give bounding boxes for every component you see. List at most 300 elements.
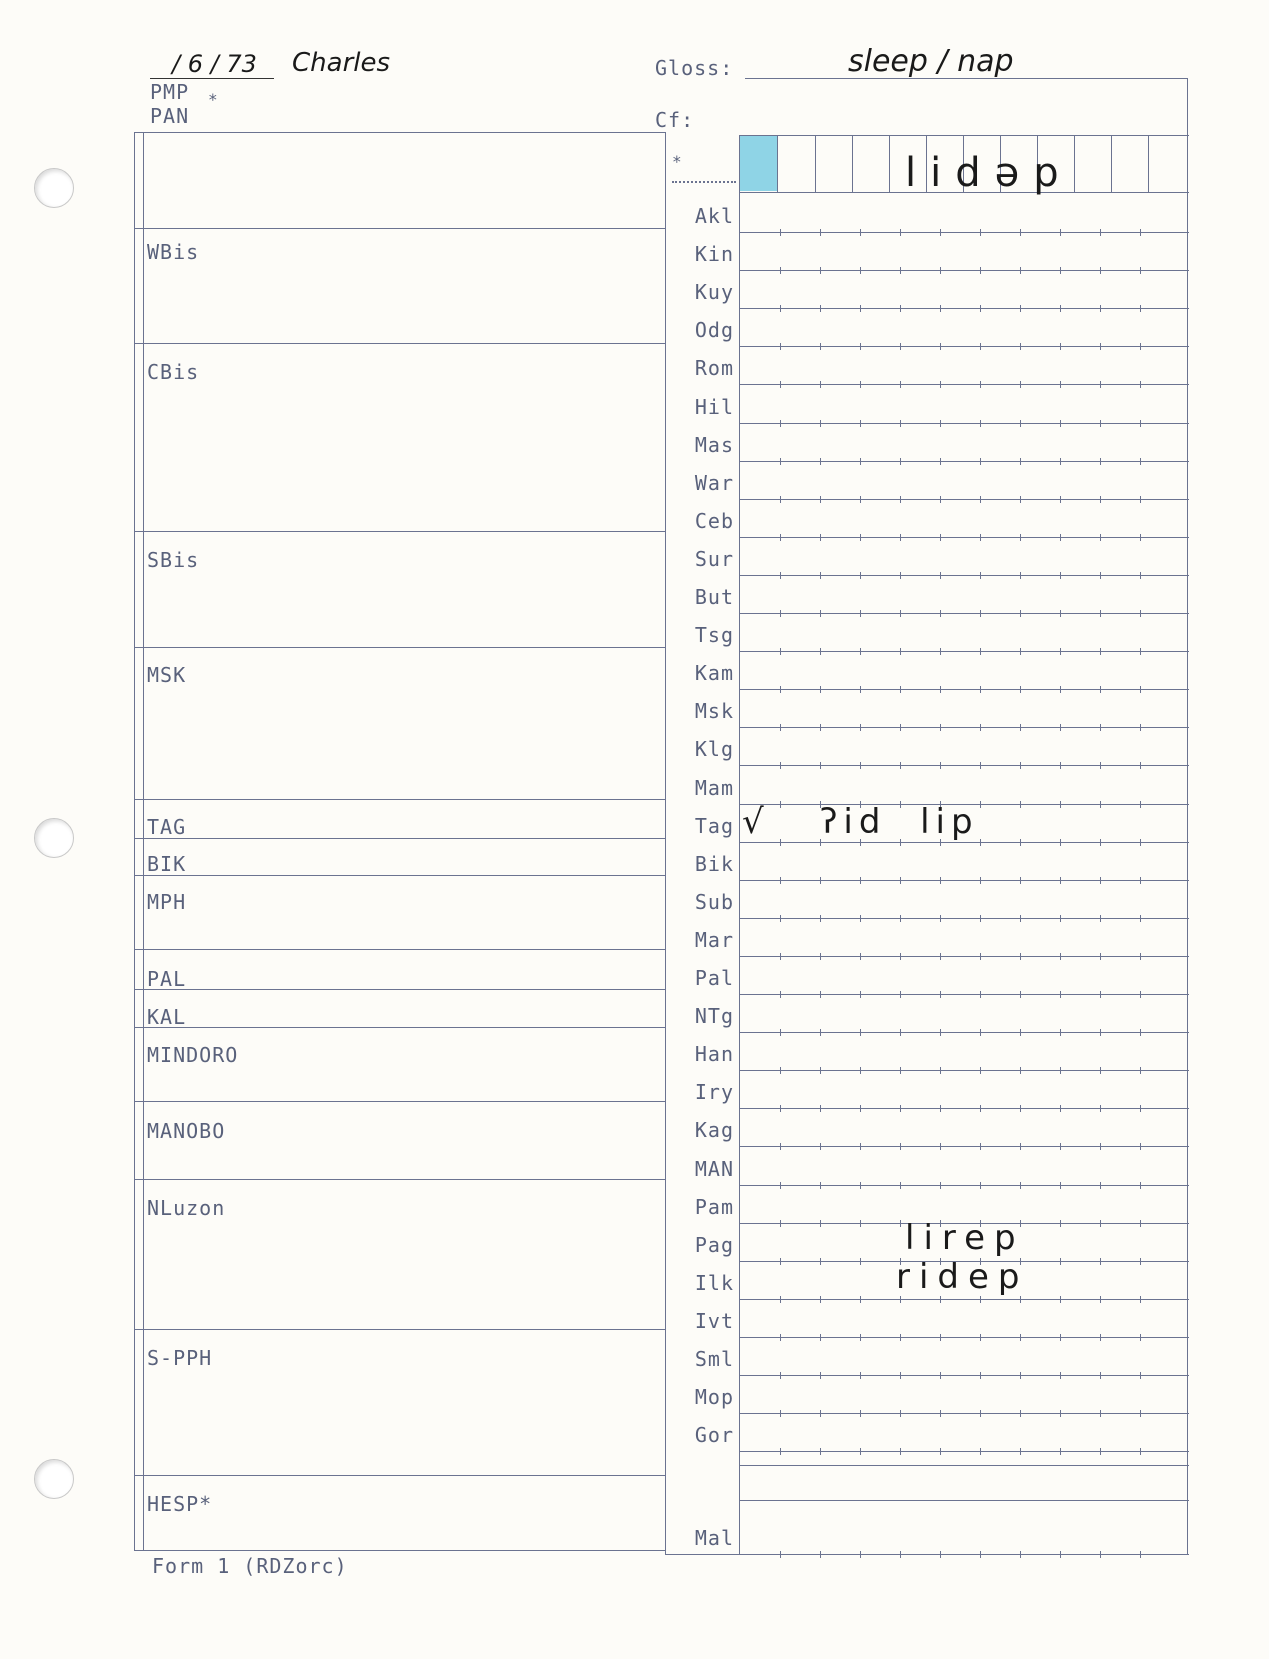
punch-hole: [34, 818, 74, 858]
entry-line: [739, 232, 1189, 233]
frame-top: [134, 132, 665, 133]
entry-tick: [1100, 1258, 1101, 1265]
entry-tick: [860, 381, 861, 388]
entry-tick: [900, 877, 901, 884]
entry-tick: [980, 267, 981, 274]
entry-tick: [1100, 801, 1101, 808]
star-underline: [672, 181, 736, 183]
entry-tick: [940, 762, 941, 769]
entry-tick: [980, 724, 981, 731]
entry-line: [739, 613, 1189, 614]
entry-tick: [780, 572, 781, 579]
entry-line: [739, 651, 1189, 652]
entry-tick: [860, 877, 861, 884]
entry-tick: [1060, 1551, 1061, 1558]
entry-tick: [900, 1372, 901, 1379]
entry-tick: [1100, 953, 1101, 960]
entry-tick: [860, 1410, 861, 1417]
entry-tick: [1060, 1410, 1061, 1417]
entry-tick: [900, 343, 901, 350]
entry-tick: [780, 1029, 781, 1036]
entry-tick: [860, 1029, 861, 1036]
language-label: Iry: [694, 1080, 734, 1105]
entry-tick: [1060, 648, 1061, 655]
entry-tick: [820, 1067, 821, 1074]
entry-tick: [860, 610, 861, 617]
entry-tick: [1060, 839, 1061, 846]
entry-tick: [1100, 1067, 1101, 1074]
entry-line: [739, 384, 1189, 385]
entry-tick: [1060, 1372, 1061, 1379]
entry-line: [739, 1337, 1189, 1338]
frame-bottom: [134, 1550, 665, 1551]
entry-tick: [1020, 1372, 1021, 1379]
language-label: Sur: [694, 546, 734, 571]
entry-tick: [900, 496, 901, 503]
gloss-label: Gloss:: [655, 56, 734, 80]
entry-tick: [1060, 1143, 1061, 1150]
entry-tick: [1100, 1220, 1101, 1227]
entry-tick: [860, 991, 861, 998]
entry-tick: [780, 724, 781, 731]
entry-tick: [1020, 1029, 1021, 1036]
entry-tick: [940, 915, 941, 922]
entry-tick: [1020, 1551, 1021, 1558]
entry-line: [739, 1500, 1189, 1501]
entry-tick: [980, 381, 981, 388]
section-divider: [134, 1329, 665, 1330]
entry-tick: [940, 953, 941, 960]
entry-tick: [820, 229, 821, 236]
entry-line: [739, 1413, 1189, 1414]
entry-line: [739, 308, 1189, 309]
entry-tick: [900, 1448, 901, 1455]
entry-tick: [860, 458, 861, 465]
language-label: Mam: [694, 775, 734, 800]
language-label: Sml: [694, 1347, 734, 1371]
entry-tick: [940, 1143, 941, 1150]
entry-tick: [980, 1551, 981, 1558]
section-divider: [134, 989, 665, 990]
entry-tick: [1060, 1258, 1061, 1265]
language-label: MAN: [694, 1156, 734, 1181]
entry-line: [739, 346, 1189, 347]
entry-tick: [1140, 534, 1141, 541]
entry-line: [739, 918, 1189, 919]
section-label-manobo: MANOBO: [147, 1119, 226, 1143]
entry-tick: [940, 420, 941, 427]
frame-lang-col-right: [739, 135, 740, 1555]
entry-tick: [900, 991, 901, 998]
entry-tick: [940, 1029, 941, 1036]
language-label: Rom: [694, 356, 734, 381]
entry-tick: [1100, 610, 1101, 617]
section-divider: [134, 647, 665, 648]
cf-label: Cf:: [655, 108, 695, 132]
entry-line: [739, 423, 1189, 424]
entry-tick: [980, 1448, 981, 1455]
entry-tick: [1140, 1372, 1141, 1379]
entry-tick: [980, 1029, 981, 1036]
entry-tick: [780, 496, 781, 503]
entry-line: [739, 956, 1189, 957]
language-label: Tsg: [694, 623, 734, 648]
entry-tick: [1140, 877, 1141, 884]
entry-tick: [780, 381, 781, 388]
entry-tick: [780, 420, 781, 427]
entry-tick: [860, 1143, 861, 1150]
entry-tick: [900, 1410, 901, 1417]
entry-tick: [780, 648, 781, 655]
entry-tick: [1060, 762, 1061, 769]
language-label: Kuy: [694, 280, 734, 305]
language-label: Han: [694, 1042, 734, 1067]
section-divider: [134, 838, 665, 839]
entry-line: [739, 270, 1189, 271]
section-divider: [134, 1027, 665, 1028]
cell-divider: [1148, 136, 1149, 192]
entry-tick: [1020, 458, 1021, 465]
section-divider: [134, 1475, 665, 1476]
entry-tick: [1020, 1410, 1021, 1417]
entry-tick: [820, 572, 821, 579]
entry-tick: [820, 877, 821, 884]
entry-tick: [1060, 496, 1061, 503]
entry-tick: [860, 534, 861, 541]
entry-tick: [1140, 1551, 1141, 1558]
entry-tick: [780, 877, 781, 884]
entry-tick: [1020, 686, 1021, 693]
section-label-bik: BIK: [147, 852, 187, 876]
language-label: Akl: [694, 204, 734, 228]
entry-line: [739, 1032, 1189, 1033]
entry-tick: [1140, 1105, 1141, 1112]
entry-tick: [1140, 381, 1141, 388]
entry-tick: [820, 343, 821, 350]
entry-tick: [820, 953, 821, 960]
entry-tick: [980, 1410, 981, 1417]
entry-tick: [980, 496, 981, 503]
pan-label: PAN: [150, 104, 190, 128]
entry-tick: [1020, 724, 1021, 731]
entry-tick: [1140, 991, 1141, 998]
entry-tick: [820, 724, 821, 731]
entry-tick: [820, 458, 821, 465]
entry-tick: [980, 1105, 981, 1112]
entry-tick: [1020, 991, 1021, 998]
section-divider: [134, 875, 665, 876]
entry-tick: [980, 1372, 981, 1379]
language-label: Mop: [694, 1385, 734, 1410]
entry-tick: [860, 1551, 861, 1558]
entry-tick: [1140, 1410, 1141, 1417]
entry-tick: [940, 610, 941, 617]
frame-left-outer: [134, 132, 135, 1550]
entry-tick: [980, 877, 981, 884]
entry-line: [739, 1108, 1189, 1109]
entry-tick: [1060, 1029, 1061, 1036]
entry-tick: [1140, 343, 1141, 350]
entry-tick: [1020, 877, 1021, 884]
entry-tick: [1140, 305, 1141, 312]
entry-tick: [1140, 1029, 1141, 1036]
entry-tick: [900, 1182, 901, 1189]
language-label: Odg: [694, 318, 734, 343]
entry-tick: [780, 534, 781, 541]
entry-tick: [1020, 915, 1021, 922]
entry-tick: [1060, 305, 1061, 312]
entry-line: [739, 994, 1189, 995]
entry-tick: [1140, 648, 1141, 655]
entry-line: [739, 1465, 1189, 1466]
entry-tick: [820, 1258, 821, 1265]
entry-tick: [820, 648, 821, 655]
highlight-cell: [740, 136, 777, 191]
entry-tick: [1020, 1067, 1021, 1074]
entry-tick: [980, 420, 981, 427]
entry-tick: [980, 762, 981, 769]
section-label-nluzon: NLuzon: [147, 1196, 226, 1220]
entry-tick: [1100, 572, 1101, 579]
entry-tick: [860, 305, 861, 312]
entry-tick: [980, 610, 981, 617]
entry-tick: [1020, 1105, 1021, 1112]
entry-tick: [1060, 267, 1061, 274]
entry-tick: [820, 1105, 821, 1112]
entry-tick: [860, 648, 861, 655]
entry-tick: [780, 343, 781, 350]
entry-line: [739, 1070, 1189, 1071]
entry-tick: [1100, 458, 1101, 465]
entry-tick: [1060, 953, 1061, 960]
entry-tick: [780, 305, 781, 312]
entry-tick: [820, 1410, 821, 1417]
entry-tick: [940, 1551, 941, 1558]
entry-tick: [1100, 1182, 1101, 1189]
entry-tick: [780, 229, 781, 236]
entry-tick: [900, 534, 901, 541]
entry-tick: [940, 877, 941, 884]
entry-tick: [1060, 610, 1061, 617]
entry-tick: [1100, 991, 1101, 998]
entry-tick: [1140, 801, 1141, 808]
entry-tick: [1060, 915, 1061, 922]
entry-tick: [820, 686, 821, 693]
entry-tick: [1020, 1143, 1021, 1150]
entry-tick: [860, 343, 861, 350]
entry-tick: [900, 1551, 901, 1558]
entry-tick: [1100, 1410, 1101, 1417]
entry-tick: [1100, 1551, 1101, 1558]
entry-tick: [1060, 877, 1061, 884]
entry-tick: [780, 1220, 781, 1227]
entry-tick: [860, 1334, 861, 1341]
entry-tick: [1060, 724, 1061, 731]
reconstruction-form: lidəp: [905, 150, 1073, 196]
entry-tick: [980, 458, 981, 465]
entry-tick: [1060, 572, 1061, 579]
entry-tick: [860, 1372, 861, 1379]
entry-tick: [860, 1448, 861, 1455]
entry-tick: [820, 1551, 821, 1558]
entry-tick: [1100, 724, 1101, 731]
date-underline: [150, 78, 274, 79]
entry-tick: [1100, 1105, 1101, 1112]
entry-tick: [1020, 762, 1021, 769]
entry-tick: [1100, 343, 1101, 350]
entry-tick: [900, 915, 901, 922]
entry-tick: [1060, 1334, 1061, 1341]
section-divider: [134, 228, 665, 229]
frame-middle: [665, 132, 666, 1554]
entry-tick: [900, 420, 901, 427]
entry-tick: [900, 1067, 901, 1074]
entry-tick: [780, 1258, 781, 1265]
section-label-msk: MSK: [147, 663, 187, 687]
section-divider: [134, 343, 665, 344]
pmp-star: *: [208, 90, 219, 109]
language-label: Kag: [694, 1118, 734, 1143]
language-label: NTg: [694, 1004, 734, 1029]
entry-tick: [980, 915, 981, 922]
date: / 6 / 73: [172, 50, 257, 78]
entry-tick: [900, 610, 901, 617]
entry-tick: [980, 305, 981, 312]
entry-tick: [1060, 1067, 1061, 1074]
entry-tick: [980, 1067, 981, 1074]
entry-tick: [780, 1067, 781, 1074]
entry-tick: [940, 1410, 941, 1417]
entry-line: [739, 1451, 1189, 1452]
frame-top-right: [739, 135, 1189, 136]
language-label: Hil: [694, 394, 734, 419]
entry-tick: [900, 572, 901, 579]
entry-tick: [980, 686, 981, 693]
entry-tick: [900, 458, 901, 465]
entry-tick: [860, 915, 861, 922]
entry-tick: [1140, 229, 1141, 236]
section-label-tag: TAG: [147, 815, 187, 839]
entry-tick: [1100, 1372, 1101, 1379]
language-label: Pag: [694, 1232, 734, 1257]
entry-tick: [980, 1143, 981, 1150]
entry-tick: [1020, 839, 1021, 846]
entry-tick: [1140, 724, 1141, 731]
entry-tick: [900, 1029, 901, 1036]
entry-tick: [1140, 686, 1141, 693]
entry-tick: [780, 915, 781, 922]
entry-tick: [780, 1372, 781, 1379]
entry-tick: [1060, 343, 1061, 350]
entry-tick: [1020, 1448, 1021, 1455]
entry-tick: [780, 610, 781, 617]
entry-tick: [1020, 229, 1021, 236]
entry-tick: [980, 343, 981, 350]
entry-tick: [1100, 877, 1101, 884]
entry-tick: [1020, 801, 1021, 808]
entry-tick: [940, 1105, 941, 1112]
section-label-hesp: HESP*: [147, 1492, 213, 1516]
entry-tick: [1140, 839, 1141, 846]
entry-tick: [1100, 381, 1101, 388]
language-label: Sub: [694, 889, 734, 914]
cell-divider: [815, 136, 816, 192]
entry-tick: [1020, 267, 1021, 274]
entry-tick: [940, 1334, 941, 1341]
author: Charles: [292, 48, 391, 78]
entry-tick: [1140, 1296, 1141, 1303]
entry-tag: √ ʔid lip: [742, 802, 979, 842]
entry-tick: [780, 458, 781, 465]
entry-tick: [980, 801, 981, 808]
entry-line: [739, 537, 1189, 538]
reconstruction-star: *: [672, 152, 683, 171]
entry-tick: [900, 953, 901, 960]
entry-tick: [1060, 1182, 1061, 1189]
entry-tick: [900, 724, 901, 731]
entry-tick: [1100, 762, 1101, 769]
entry-line: [739, 689, 1189, 690]
entry-tick: [1140, 762, 1141, 769]
language-label: Tag: [694, 813, 734, 838]
entry-tick: [1020, 534, 1021, 541]
entry-tick: [1020, 572, 1021, 579]
entry-tick: [1100, 534, 1101, 541]
form-footer: Form 1 (RDZorc): [152, 1554, 348, 1578]
entry-tick: [940, 229, 941, 236]
language-label: Msk: [694, 699, 734, 724]
entry-tick: [820, 420, 821, 427]
entry-tick: [1100, 1448, 1101, 1455]
entry-tick: [900, 305, 901, 312]
entry-tick: [1100, 305, 1101, 312]
section-divider: [134, 799, 665, 800]
punch-hole: [34, 1459, 74, 1499]
entry-tick: [780, 1182, 781, 1189]
entry-tick: [1100, 915, 1101, 922]
section-label-cbis: CBis: [147, 360, 200, 384]
entry-pag: lirep: [905, 1218, 1025, 1258]
entry-tick: [980, 839, 981, 846]
language-label: Ceb: [694, 508, 734, 533]
entry-tick: [1100, 1334, 1101, 1341]
entry-tick: [1060, 381, 1061, 388]
entry-tick: [780, 1334, 781, 1341]
language-label: But: [694, 585, 734, 609]
entry-line: [739, 499, 1189, 500]
entry-tick: [1140, 1220, 1141, 1227]
entry-tick: [900, 1105, 901, 1112]
entry-tick: [860, 420, 861, 427]
language-label: Mas: [694, 432, 734, 457]
section-label-mph: MPH: [147, 890, 187, 914]
language-label: Pam: [694, 1194, 734, 1219]
entry-line: [739, 765, 1189, 766]
entry-tick: [860, 953, 861, 960]
entry-tick: [1060, 534, 1061, 541]
entry-tick: [1020, 610, 1021, 617]
entry-tick: [900, 229, 901, 236]
entry-tick: [780, 1105, 781, 1112]
gloss-value: sleep / nap: [848, 44, 1014, 79]
entry-tick: [1060, 1105, 1061, 1112]
entry-tick: [940, 991, 941, 998]
entry-tick: [820, 1296, 821, 1303]
entry-tick: [1020, 496, 1021, 503]
entry-tick: [980, 953, 981, 960]
entry-tick: [780, 1448, 781, 1455]
entry-line: [739, 727, 1189, 728]
